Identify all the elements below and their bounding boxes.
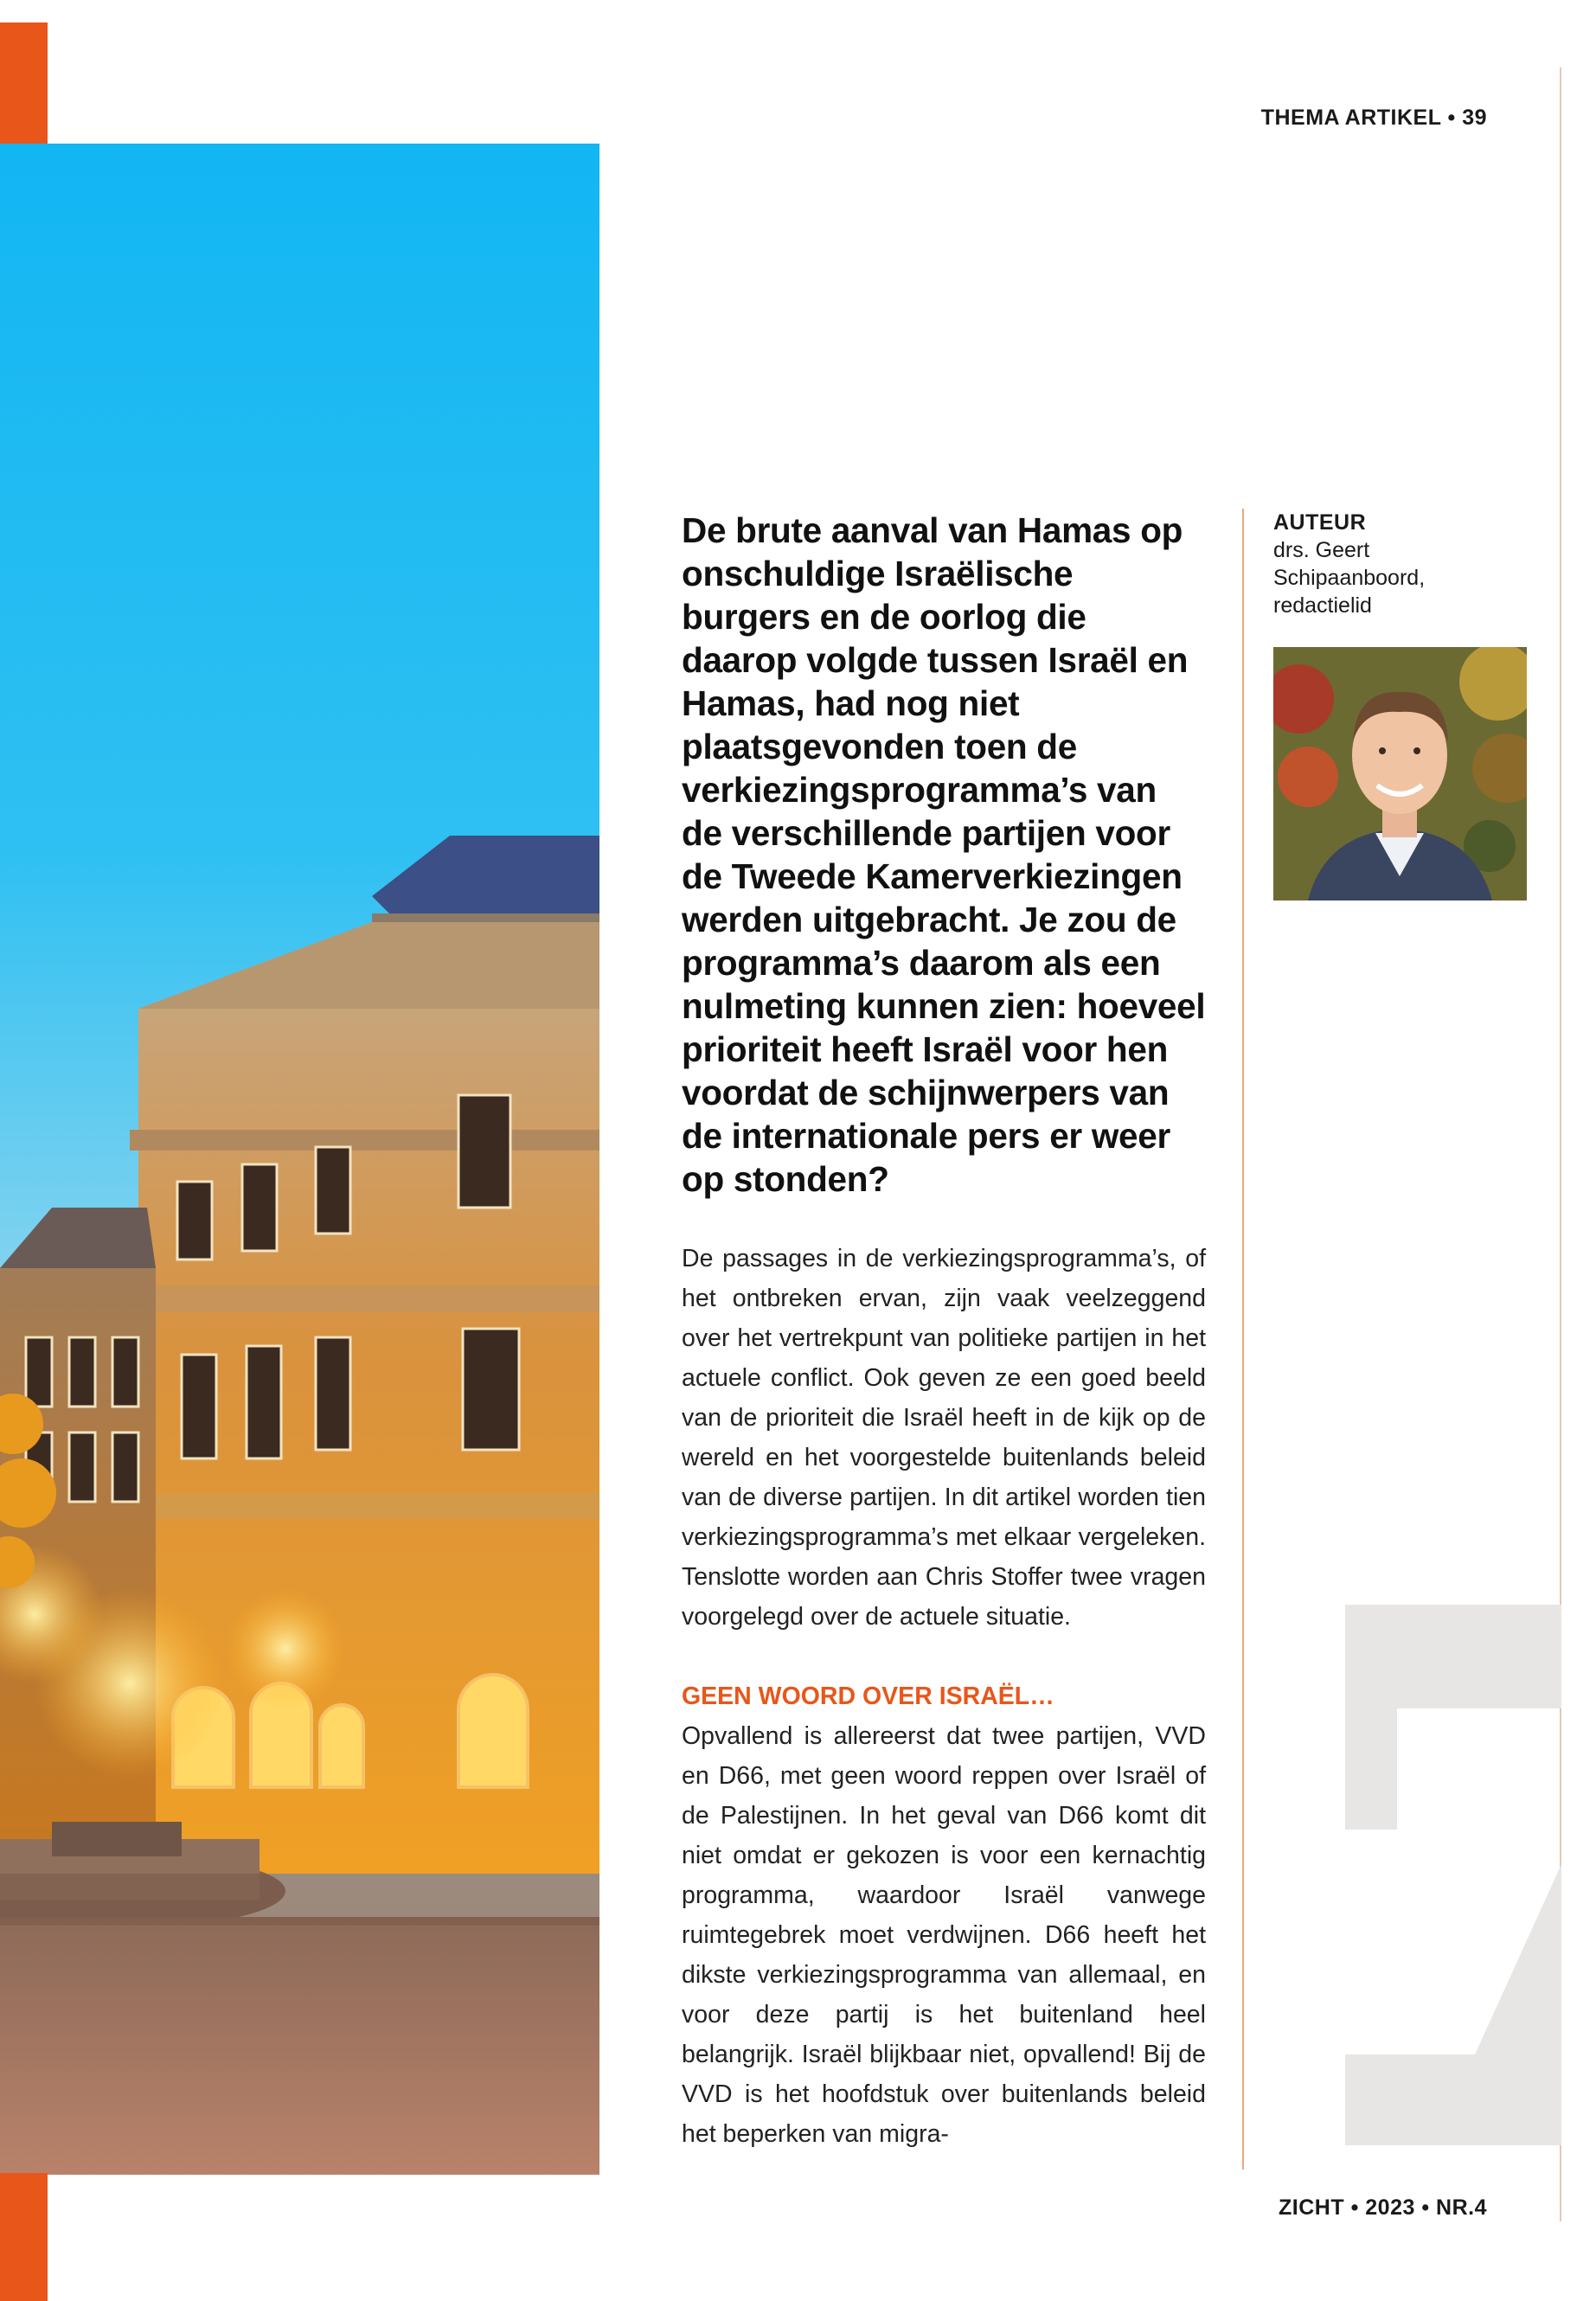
section-heading: GEEN WOORD OVER ISRAËL… xyxy=(682,1682,1054,1710)
author-name-line2: Schipaanboord, xyxy=(1273,566,1426,590)
article-intro-paragraph: De passages in de verkiezingsprogramma’s, of het ontbreken ervan, zijn vaak veelzeggend over het vertrekpunt van politieke partijen in het actuele conflict. Ook geven ze een goed beeld van de prioriteit die Israël heeft in de kijk op de wereld en het voorgestelde buitenlands beleid van de diverse partijen. In dit artikel worden tien verkiezingsprogramma’s met elkaar vergeleken. Tenslotte worden aan Chris Stoffer twee vragen voorgelegd over de actuele situatie. xyxy=(682,1245,1206,1631)
author-role: redactielid xyxy=(1273,593,1372,618)
author-portrait xyxy=(1273,647,1527,901)
decorative-letter-z xyxy=(1345,1605,1561,2145)
author-name-line1: drs. Geert xyxy=(1273,538,1370,562)
orange-accent-bar-bottom xyxy=(0,2173,48,2301)
author-label: AUTEUR xyxy=(1273,510,1367,535)
running-footer: ZICHT • 2023 • NR.4 xyxy=(1279,2195,1487,2220)
article-lead: De brute aanval van Hamas op onschuldige Israëlische burgers en de oorlog die daarop volgde tussen Israël en Hamas, had nog niet plaatsgevonden toen de verkiezingsprogramma’s van de verschillende partijen voor de Tweede Kamerverkiezingen werden uitgebracht. Je zou de programma’s daarom als een nulmeting kunnen zien: hoeveel prioriteit heeft Israël voor hen voordat de schijnwerpers van de internationale pers er weer op stonden? xyxy=(682,510,1206,1199)
orange-accent-bar-top xyxy=(0,22,48,145)
section-paragraph: Opvallend is allereerst dat twee partijen, VVD en D66, met geen woord reppen over Israël of de Palestijnen. In het geval van D66 komt dit niet omdat er gekozen is voor een kernachtig programma, waardoor Israël vanwege ruimtegebrek moet verdwijnen. D66 heeft het dikste verkiezingsprogramma van allemaal, en voor deze partij is het buitenland heel belangrijk. Israël blijkbaar niet, opvallend! Bij de VVD is het hoofdstuk over buitenlands beleid het beperken van migra- xyxy=(682,1722,1206,2148)
binnenhof-building-photo xyxy=(0,144,599,2175)
running-header: THEMA ARTIKEL • 39 xyxy=(1260,106,1487,130)
column-divider xyxy=(1242,509,1244,2170)
author-box xyxy=(1273,509,1533,901)
article-column xyxy=(682,509,1206,2154)
